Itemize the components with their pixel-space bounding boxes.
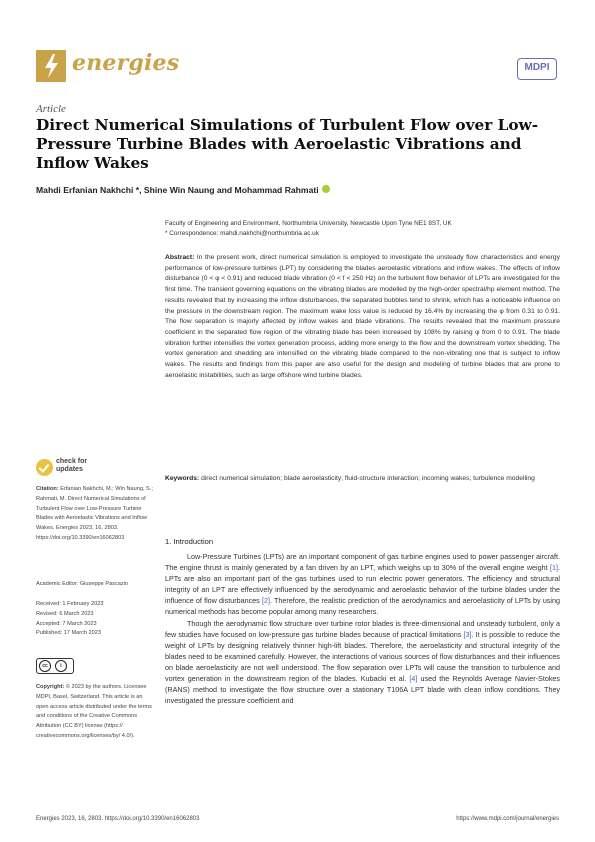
p2-text-a: Though the aerodynamic flow structure over turbine rotor blades is three-dimensional and unsteady turbulent, only a few studies have focused on low-pressure gas turbine blades because of practical limitations bbox=[165, 618, 560, 639]
date-revised: Revised: 6 March 2023 bbox=[36, 610, 94, 617]
authors-text: Mahdi Erfanian Nakhchi *, Shine Win Naung and Mohammad Rahmati bbox=[36, 185, 319, 195]
footer-citation: Energies 2023, 16, 2803. https://doi.org/10.3390/en16062803 bbox=[36, 816, 200, 822]
p1-text-c: . Therefore, the realistic prediction of the aerodynamics and aeroelasticity of LPTs by using numerical methods has become popular among many researchers. bbox=[165, 596, 560, 617]
affiliation: Faculty of Engineering and Environment, Northumbria University, Newcastle Upon Tyne NE1 8ST, UK bbox=[165, 220, 452, 227]
date-received: Received: 1 February 2023 bbox=[36, 601, 104, 607]
cc-license-icon[interactable] bbox=[36, 658, 74, 674]
p1-text-b: . LPTs are also an important part of the gas turbines used to run electric power generators. The efficiency and structural integrity of an LPT are effectively influenced by the aerodynamic and aeroelastic behavior of the turbine blades under the influence of flow disturbances bbox=[165, 563, 560, 606]
date-published: Published: 17 March 2023 bbox=[36, 630, 101, 637]
lightning-logo-icon bbox=[36, 50, 66, 82]
abstract-text: In the present work, direct numerical simulation is employed to investigate the unsteady flow characteristics and energy performance of low-pressure turbines (LPT) by considering the blades aeroelastic vibrations and inflow wakes. The effects of inflow disturbance (0 < φ < 0.91) and reduced blade vibration (0 < f < 250 Hz) on the turbulent flow behavior of LPTs are investigated for the first time. The transient governing equations on the vibrating blades are modelled by the high-order spectral/hp element method. The results revealed that by increasing the inflow disturbances, the separated bubbles tend to shrink, which has a noticeable influence on the pressure in the downstream region. The maximum wake loss value is reduced by 16.4% by increasing the φ from 0.31 to 0.91. The flow separation is majorly affected by inflow wakes and blade vibrations. The results revealed that the maximum pressure coefficient in the separated flow region of the vibrating blade has been increased by 108% by raising φ from 0 to 0.91. The blade vibration further intensifies the vortex generation process, adding more energy to the flow and the downstream vortex shedding. The vortex generation and shedding are intensified on the vibrating blade compared to the non-vibrating one that is subject to inflow wakes. The results and findings from this paper are also useful for the design and modeling of turbine blades that are prone to aeroelastic instabilities, such as large offshore wind turbine blades. bbox=[165, 254, 560, 379]
body-text bbox=[165, 551, 560, 706]
check-for-updates-badge[interactable] bbox=[36, 458, 96, 480]
reference-link[interactable]: [3] bbox=[463, 629, 472, 639]
reference-link[interactable]: [2] bbox=[261, 596, 270, 606]
p2-text-c: used the Reynolds Average Navier-Stokes (RANS) method to investigate the flow structure over a stationary T106A LPT blade with clean inflow conditions. They investigated the pressure coefficient and bbox=[165, 674, 560, 706]
academic-editor: Academic Editor: Giuseppe Pascazio bbox=[36, 581, 129, 587]
paper-title: Direct Numerical Simulations of Turbulent Flow over Low-Pressure Turbine Blades with Aeroelastic Vibrations and Inflow Wakes bbox=[36, 116, 539, 172]
copyright-label: Copyright: bbox=[36, 684, 65, 690]
citation-block bbox=[36, 485, 154, 544]
reference-link[interactable]: [4] bbox=[409, 674, 418, 684]
mdpi-logo-text: MDPI bbox=[524, 62, 550, 73]
citation-text: Erfanian Nakhchi, M.; Win Naung, S.; Rahmati, M. Direct Numerical Simulations of Turbulent Flow over Low-Pressure Turbine Blades with Aeroelastic Vibrations and Inflow Wakes. Energies 2023, 16, 2803. https://doi.org/10.3390/en16062803 bbox=[36, 486, 153, 541]
keywords-text: direct numerical simulation; blade aeroelasticity; fluid-structure interaction; incoming wakes; turbulence modelling bbox=[201, 475, 535, 482]
dates-block bbox=[36, 600, 154, 639]
journal-logo bbox=[36, 50, 66, 82]
check-updates-icon bbox=[36, 459, 53, 476]
cc-symbol-icon: cc bbox=[39, 660, 51, 672]
keywords-label: Keywords: bbox=[165, 475, 200, 482]
abstract bbox=[165, 253, 560, 381]
paragraph-2 bbox=[165, 618, 560, 707]
correspondence: * Correspondence: mahdi.nakhchi@northumbria.ac.uk bbox=[165, 230, 319, 237]
journal-name: energies bbox=[72, 50, 180, 76]
mdpi-logo bbox=[517, 58, 557, 80]
author-list bbox=[36, 185, 556, 195]
paragraph-1 bbox=[165, 551, 560, 618]
date-accepted: Accepted: 7 March 2023 bbox=[36, 620, 97, 627]
abstract-label: Abstract: bbox=[165, 254, 195, 261]
section-heading: 1. Introduction bbox=[165, 537, 214, 546]
copyright-block bbox=[36, 683, 154, 742]
article-type: Article bbox=[36, 103, 66, 115]
keywords bbox=[165, 474, 560, 485]
copyright-text: © 2023 by the authors. Licensee MDPI, Basel, Switzerland. This article is an open access article distributed under the terms and conditions of the Creative Commons Attribution (CC BY) license (https:// creativecommons.org/licenses/by/ 4.0/). bbox=[36, 684, 152, 739]
citation-label: Citation: bbox=[36, 486, 59, 492]
reference-link[interactable]: [1] bbox=[550, 563, 558, 573]
p1-text-a: Low-Pressure Turbines (LPTs) are an important component of gas turbine engines used to power passenger aircraft. The engine thrust is mainly generated by a fan driven by an LPT, which weighs up to 30% of the overall engine weight bbox=[165, 552, 560, 573]
footer-journal-url[interactable]: https://www.mdpi.com/journal/energies bbox=[456, 816, 559, 822]
p2-text-b: . It is possible to reduce the weight of LPTs by designing relatively thinner high-lift blades. Therefore, the aeroelasticity and structural integrity of the blades need to be examined carefully. However, the interactions of various sources of flow disturbances and their influences on blade aeroelasticity are not well understood. The flow separation over LPTs will cause the transition to turbulence and vortex generation in the downstream region of the blades. Kubacki et al. bbox=[165, 629, 560, 684]
orcid-icon[interactable] bbox=[322, 185, 330, 193]
by-symbol-icon: i bbox=[55, 660, 67, 672]
check-updates-label: check for updates bbox=[56, 458, 88, 473]
affiliation-block bbox=[165, 219, 560, 239]
